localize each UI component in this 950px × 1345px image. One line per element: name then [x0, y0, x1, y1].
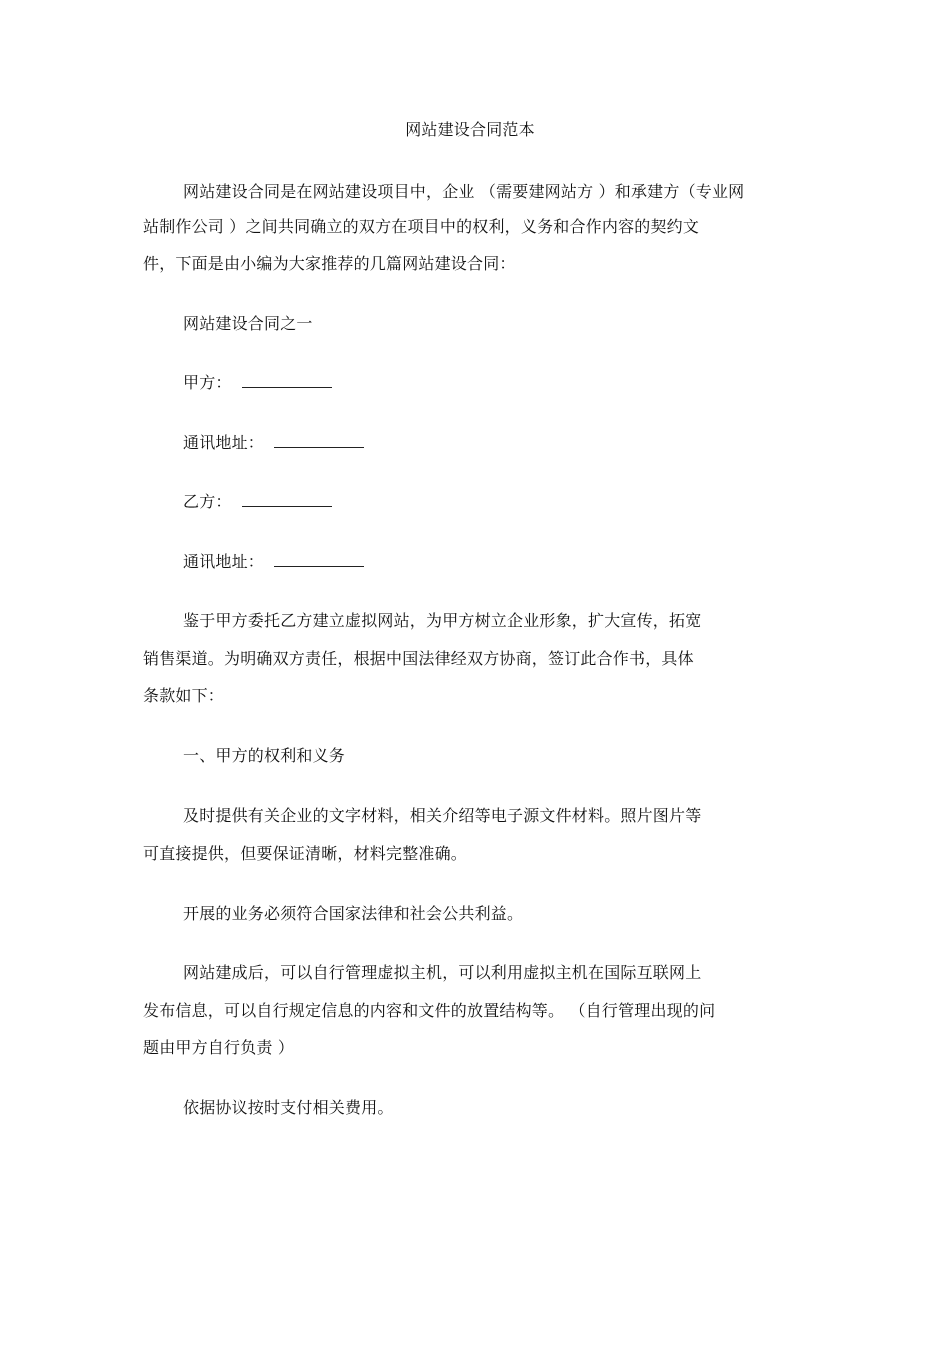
clause-3-line-1: 网站建成后，可以自行管理虚拟主机，可以利用虚拟主机在国际互联网上 — [183, 963, 702, 982]
preamble-line-1: 鉴于甲方委托乙方建立虚拟网站，为甲方树立企业形象，扩大宣传，拓宽 — [183, 611, 702, 630]
preamble-line-2: 销售渠道。为明确双方责任，根据中国法律经双方协商，签订此合作书，具体 — [143, 649, 694, 668]
party-b-blank — [242, 492, 332, 507]
intro-line-3: 件，下面是由小编为大家推荐的几篇网站建设合同： — [143, 254, 516, 273]
clause-3-line-3: 题由甲方自行负责 ） — [143, 1038, 295, 1057]
party-a-address-label: 通讯地址： — [183, 433, 265, 452]
party-b-address-blank — [274, 552, 364, 567]
document-title: 网站建设合同范本 — [405, 120, 535, 139]
party-a-address-blank — [274, 433, 364, 448]
intro-line-1: 网站建设合同是在网站建设项目中，企业 （需要建网站方 ）和承建方（专业网 — [183, 182, 745, 201]
clause-1-line-2: 可直接提供，但要保证清晰，材料完整准确。 — [143, 844, 468, 863]
party-a-blank — [242, 373, 332, 388]
party-b-address-row — [183, 551, 364, 573]
clause-3-line-2: 发布信息，可以自行规定信息的内容和文件的放置结构等。 （自行管理出现的问 — [143, 1001, 716, 1020]
clause-heading: 一、甲方的权利和义务 — [183, 746, 346, 765]
preamble-line-3: 条款如下： — [143, 686, 225, 705]
party-a-row — [183, 372, 332, 394]
clause-2: 开展的业务必须符合国家法律和社会公共利益。 — [183, 904, 524, 923]
section-heading: 网站建设合同之一 — [183, 314, 313, 333]
party-a-address-row — [183, 432, 364, 454]
party-b-address-label: 通讯地址： — [183, 552, 265, 571]
clause-4: 依据协议按时支付相关费用。 — [183, 1098, 394, 1117]
party-a-label: 甲方： — [183, 373, 232, 392]
party-b-row — [183, 491, 332, 513]
party-b-label: 乙方： — [183, 492, 232, 511]
clause-1-line-1: 及时提供有关企业的文字材料，相关介绍等电子源文件材料。照片图片等 — [183, 806, 702, 825]
intro-line-2: 站制作公司 ）之间共同确立的双方在项目中的权利，义务和合作内容的契约文 — [143, 217, 700, 236]
